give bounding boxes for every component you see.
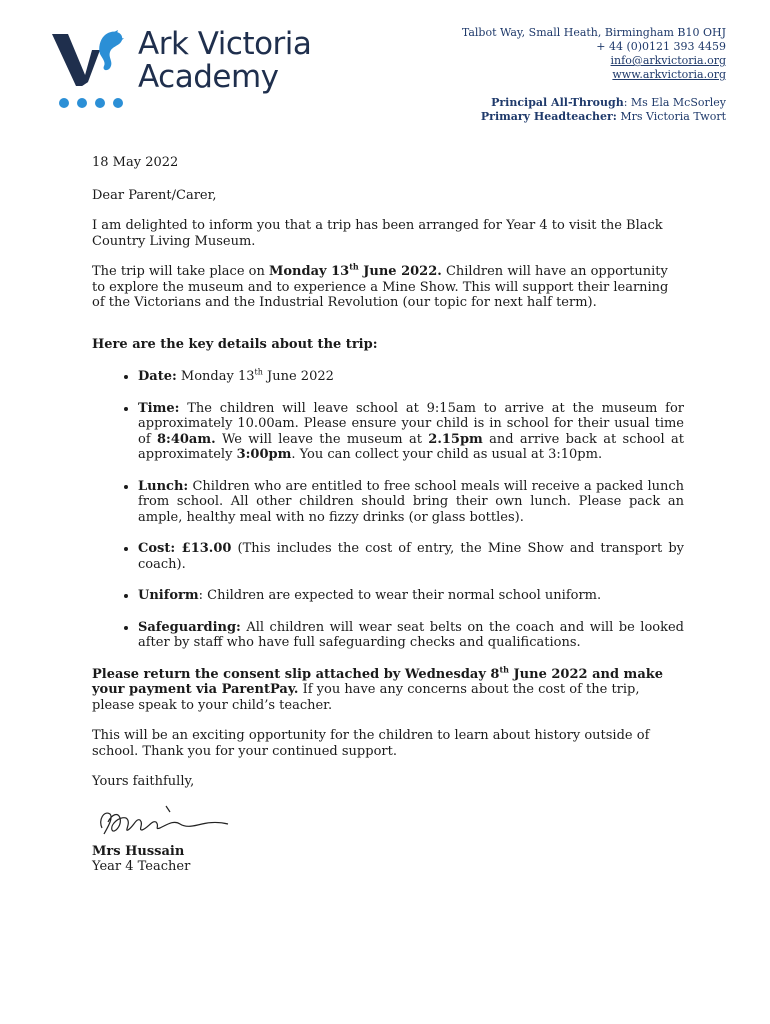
item-label: Uniform (138, 588, 199, 603)
text-span: All children will wear seat belts on the coach and will be looked after by staff who have full safeguarding checks and qualifications. (138, 619, 684, 650)
paragraph-intro: I am delighted to inform you that a trip has been arranged for Year 4 to visit the Black Country Living Museum. (92, 218, 663, 249)
logo-wordmark (138, 28, 311, 94)
list-item-uniform (138, 588, 684, 604)
logo-line-2: Academy (138, 59, 279, 95)
principal-name: : Ms Ela McSorley (623, 96, 726, 109)
text-span: Children who are entitled to free school meals will receive a packed lunch from school. All other children should bring their own lunch. Please pack an ample, healthy meal with no fizzy drinks (or glass bottles). (138, 478, 684, 525)
list-item-date (138, 369, 684, 385)
paragraph-closing: This will be an exciting opportunity for the children to learn about history outside of school. Thank you for your continued support. (92, 728, 650, 759)
superscript: th (349, 261, 359, 272)
logo-line-1: Ark Victoria (138, 26, 312, 62)
logo-dots-icon (58, 96, 128, 110)
text-span: Monday 13 (269, 264, 350, 279)
item-label: Lunch: (138, 478, 189, 494)
academy-logo (52, 28, 352, 118)
list-item-lunch (138, 479, 684, 526)
letter-body (92, 155, 684, 875)
sender-name (92, 844, 684, 860)
list-item-cost (138, 541, 684, 572)
bold-span: 2.15pm (428, 431, 483, 447)
key-details-heading: Here are the key details about the trip: (92, 336, 378, 352)
email-link[interactable]: info@arkvictoria.org (610, 54, 726, 67)
sender-block (92, 844, 684, 875)
principal-label: Principal All-Through (491, 96, 624, 109)
principal-line (462, 96, 726, 110)
text-span: : Children are expected to wear their normal school uniform. (198, 588, 602, 603)
text-span: Monday 13 (176, 369, 255, 384)
letter-date: 18 May 2022 (92, 155, 179, 170)
list-item-time (138, 401, 684, 463)
contact-block (462, 26, 726, 124)
paragraph-consent (92, 664, 684, 714)
bold-span: 3:00pm (236, 447, 292, 462)
website-link[interactable]: www.arkvictoria.org (612, 68, 726, 81)
sender-role: Year 4 Teacher (92, 859, 191, 874)
sender-name-text: Mrs Hussain (92, 843, 185, 859)
text-span: Please return the consent slip attached by Wednesday 8 (92, 666, 500, 682)
bold-span (269, 261, 442, 279)
text-span: Children will have an opportunity to explore the museum and to experience a Mine Show. This will support their learning of the Victorians and the Industrial Revolution (our topic for next half term). (92, 264, 669, 310)
text-span: The children will leave school at 9:15am to arrive at the museum for approximately 10.00am. Please ensure your child is in school for their usual time of (138, 400, 684, 447)
item-label: Date: (138, 369, 177, 384)
text-span: and arrive back at school at approximately (138, 431, 684, 462)
text-span: We will leave the museum at (215, 431, 429, 447)
seahorse-v-logo-icon (52, 28, 132, 88)
bold-span: 8:40am. (156, 431, 216, 447)
address: Talbot Way, Small Heath, Birmingham B10 OHJ (461, 26, 726, 39)
item-label: Safeguarding: (138, 619, 241, 635)
superscript: th (499, 664, 509, 675)
headteacher-name: Mrs Victoria Twort (616, 110, 726, 123)
phone: + 44 (0)0121 393 4459 (596, 40, 726, 53)
handwritten-signature (94, 800, 234, 842)
text-span: (This includes the cost of entry, the Mine Show and transport by coach). (138, 541, 685, 572)
headteacher-line (462, 110, 726, 124)
text-span: June 2022 (262, 369, 334, 384)
headteacher-label: Primary Headteacher: (480, 110, 617, 123)
text-span: If you have any concerns about the cost of the trip, please speak to your child’s teacher. (92, 682, 640, 713)
paragraph-trip-date (92, 261, 684, 311)
text-span: June 2022. (358, 264, 442, 279)
salutation: Dear Parent/Carer, (92, 187, 217, 203)
list-item-safeguarding (138, 620, 684, 651)
text-span: June 2022 and make your payment via ParentPay. (92, 666, 664, 697)
superscript: th (254, 367, 263, 377)
key-details-list (92, 369, 684, 651)
item-label: Time: (138, 400, 180, 416)
signoff: Yours faithfully, (92, 774, 195, 789)
text-span: . You can collect your child as usual at 3:10pm. (291, 447, 603, 462)
item-label: Cost: £13.00 (138, 541, 232, 556)
text-span: The trip will take place on (92, 264, 269, 279)
